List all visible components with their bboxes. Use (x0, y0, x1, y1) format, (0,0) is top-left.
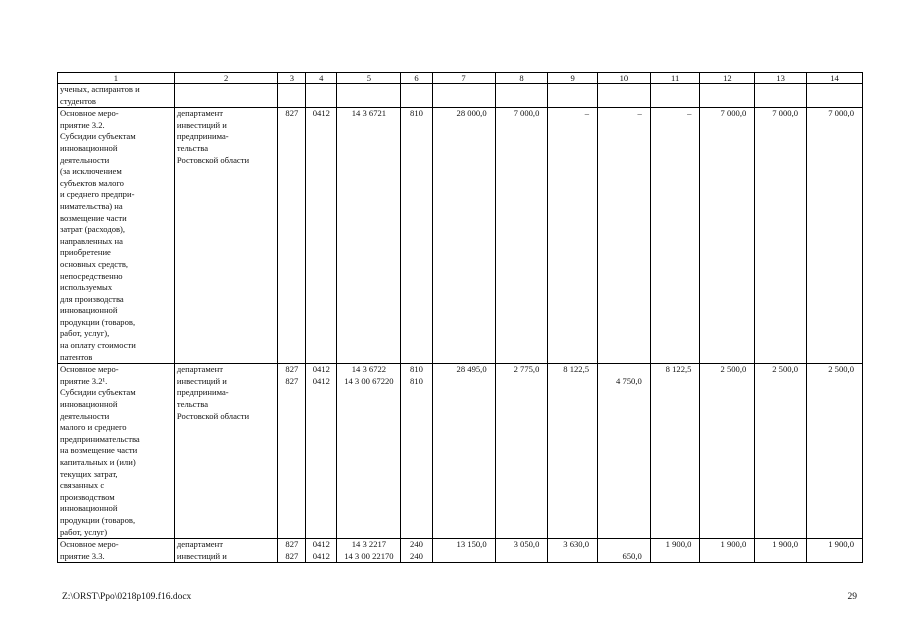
amount-cell: 8 122,5 (548, 364, 598, 539)
grbs-code-cell (278, 108, 306, 364)
code-line: 240 (410, 550, 423, 561)
file-path: Z:\ORST\Ppo\0218p109.f16.docx (62, 592, 192, 602)
header-cell: 3 (278, 73, 306, 84)
amount-cell: 2 500,0 (700, 364, 755, 539)
amount-cell: 13 150,0 (432, 539, 495, 563)
grbs-code-cell (278, 364, 306, 539)
section-code-cell (306, 108, 337, 364)
code-line: 0412 (312, 108, 330, 119)
amount-cell (432, 84, 495, 108)
measure-name-cell: Основное меро- приятие 3.2¹. Субсидии субъектам инновационной деятельности малого и среднего предпринимательства на возмещение части капитальных и (или) текущих затрат, связанных с производством инновационной продукции (товаров, работ, услуг) (58, 364, 175, 539)
amount-cell (700, 84, 755, 108)
table-row (58, 84, 863, 108)
code-line: 14 3 00 22170 (344, 550, 394, 561)
amount-cell (650, 84, 700, 108)
code-line: 0412 (312, 364, 330, 375)
column-number-row (58, 73, 863, 84)
amount-cell (598, 364, 651, 539)
amount-cell: 7 000,0 (700, 108, 755, 364)
code-line: 827 (285, 108, 299, 119)
table-row (58, 539, 863, 563)
code-cell (278, 84, 306, 108)
header-cell: 8 (495, 73, 548, 84)
code-cell (401, 84, 432, 108)
section-code-cell (306, 539, 337, 563)
measure-name-cell: ученых, аспирантов и студентов (58, 84, 175, 108)
amount-value: 650,0 (622, 550, 642, 561)
target-code-cell (337, 539, 401, 563)
code-line: 240 (410, 539, 423, 550)
amount-cell: 2 500,0 (755, 364, 807, 539)
code-line: 14 3 6721 (351, 108, 387, 119)
code-line: 827 (285, 364, 299, 375)
measure-name-cell: Основное меро- приятие 3.3. (58, 539, 175, 563)
executor-cell: департамент инвестиций и предпринима- тельства Ростовской области (174, 364, 277, 539)
header-cell: 1 (58, 73, 175, 84)
amount-cell: 2 500,0 (807, 364, 863, 539)
page-number: 29 (847, 592, 857, 602)
amount-cell: 7 000,0 (495, 108, 548, 364)
header-cell: 12 (700, 73, 755, 84)
amount-cell: 2 775,0 (495, 364, 548, 539)
budget-table (57, 72, 863, 563)
amount-cell (548, 84, 598, 108)
executor-cell: департамент инвестиций и предпринима- тельства Ростовской области (174, 108, 277, 364)
amount-cell: – (548, 108, 598, 364)
code-line: 810 (410, 375, 423, 386)
amount-cell: 28 000,0 (432, 108, 495, 364)
code-line: 0412 (312, 375, 330, 386)
grbs-code-cell (278, 539, 306, 563)
amount-cell: – (650, 108, 700, 364)
amount-cell (495, 84, 548, 108)
expense-type-cell (401, 539, 432, 563)
code-cell (337, 84, 401, 108)
table-row (58, 108, 863, 364)
amount-cell: 1 900,0 (700, 539, 755, 563)
header-cell: 14 (807, 73, 863, 84)
expense-type-cell (401, 108, 432, 364)
code-line: 14 3 2217 (351, 539, 387, 550)
code-cell (306, 84, 337, 108)
target-code-cell (337, 108, 401, 364)
amount-cell: 1 900,0 (807, 539, 863, 563)
amount-cell: 8 122,5 (650, 364, 700, 539)
amount-cell: 7 000,0 (807, 108, 863, 364)
header-cell: 10 (598, 73, 651, 84)
amount-cell: 7 000,0 (755, 108, 807, 364)
code-line: 14 3 6722 (351, 364, 387, 375)
header-cell: 5 (337, 73, 401, 84)
amount-cell (755, 84, 807, 108)
code-line: 827 (285, 550, 299, 561)
amount-cell (598, 84, 651, 108)
code-line: 14 3 00 67220 (344, 375, 394, 386)
section-code-cell (306, 364, 337, 539)
header-cell: 13 (755, 73, 807, 84)
amount-cell: 1 900,0 (755, 539, 807, 563)
code-line: 0412 (312, 550, 330, 561)
amount-value: 4 750,0 (616, 375, 642, 386)
amount-cell: 28 495,0 (432, 364, 495, 539)
code-line: 810 (410, 108, 423, 119)
executor-cell: департамент инвестиций и (174, 539, 277, 563)
executor-cell (174, 84, 277, 108)
amount-cell: 1 900,0 (650, 539, 700, 563)
table-row (58, 364, 863, 539)
header-cell: 4 (306, 73, 337, 84)
measure-name-cell: Основное меро- приятие 3.2. Субсидии субъектам инновационной деятельности (за исключением субъектов малого и среднего предпри- нимательства) на возмещение части затрат (расходов), направленных на приобретение основных средств, непосредственно используемых для производства инновационной продукции (товаров, работ, услуг), на оплату стоимости патентов (58, 108, 175, 364)
header-cell: 9 (548, 73, 598, 84)
amount-cell: – (598, 108, 651, 364)
amount-cell (807, 84, 863, 108)
amount-cell: 3 050,0 (495, 539, 548, 563)
code-line: 0412 (312, 539, 330, 550)
expense-type-cell (401, 364, 432, 539)
header-cell: 2 (174, 73, 277, 84)
header-cell: 11 (650, 73, 700, 84)
code-line: 827 (285, 539, 299, 550)
code-line: 827 (285, 375, 299, 386)
header-cell: 7 (432, 73, 495, 84)
amount-cell: 3 630,0 (548, 539, 598, 563)
target-code-cell (337, 364, 401, 539)
code-line: 810 (410, 364, 423, 375)
amount-cell (598, 539, 651, 563)
header-cell: 6 (401, 73, 432, 84)
